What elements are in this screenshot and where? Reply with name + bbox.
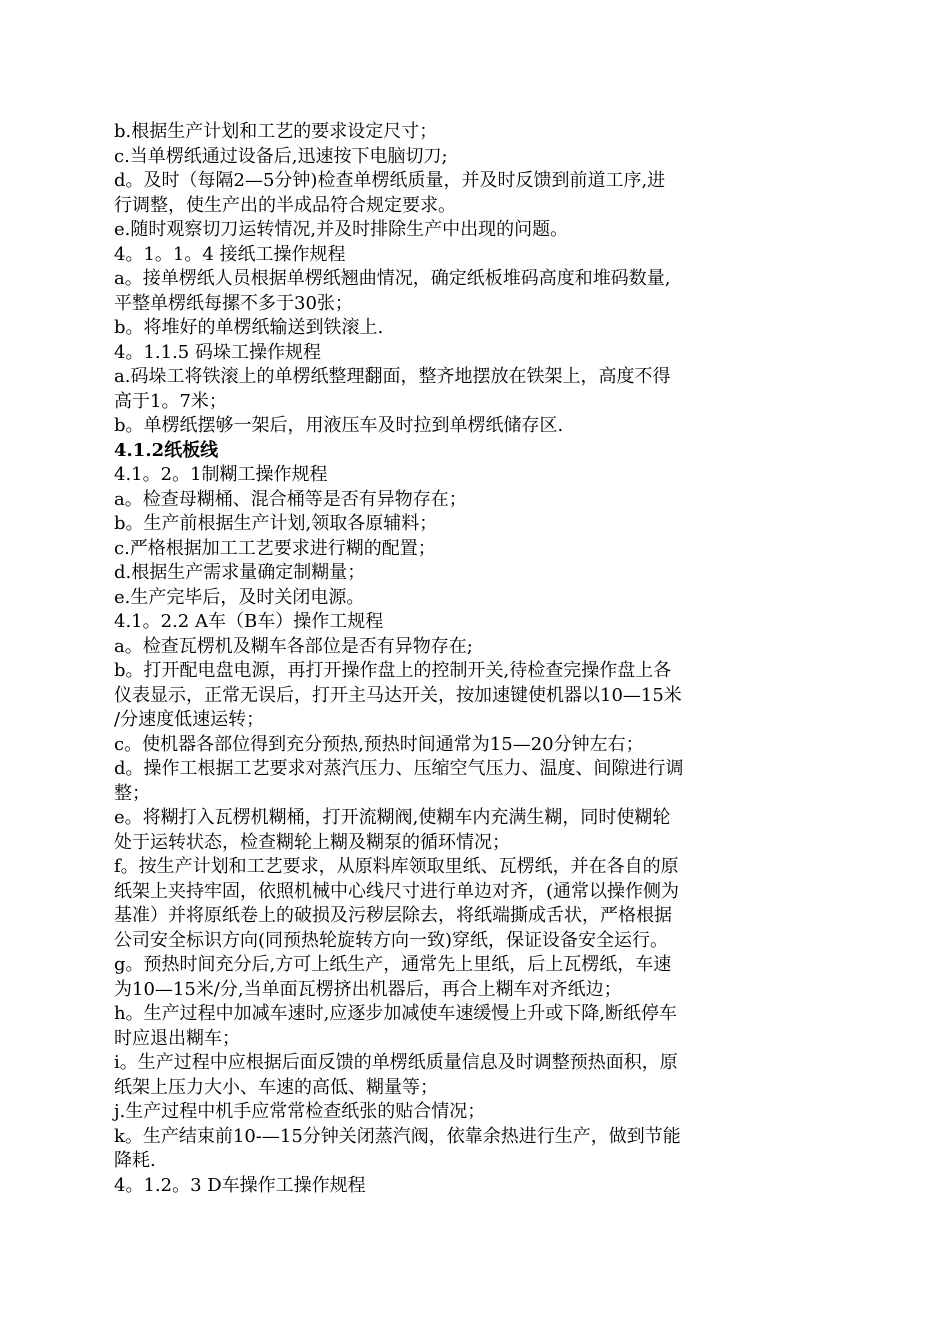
text-line: h。生产过程中加减车速时,应逐步加减使车速缓慢上升或下降,断纸停车 [114,1003,678,1024]
text-line: b。将堆好的单楞纸输送到铁滚上. [114,317,384,338]
text-line: 降耗. [114,1150,156,1171]
text-line: 仪表显示，正常无误后，打开主马达开关，按加速键使机器以10—15米 [114,684,682,706]
text-line: 4。1.2。3 D车操作工操作规程 [114,1174,366,1196]
text-line: b。单楞纸摆够一架后，用液压车及时拉到单楞纸储存区. [114,415,564,436]
text-line: 4。1。1。4 接纸工操作规程 [114,243,346,265]
text-line: a。检查母糊桶、混合桶等是否有异物存在； [114,488,467,510]
text-line: 4。1.1.5 码垛工操作规程 [114,341,321,363]
text-line: 为10—15米/分,当单面瓦楞挤出机器后，再合上糊车对齐纸边； [114,978,622,1000]
text-line: c。使机器各部位得到充分预热,预热时间通常为15—20分钟左右； [114,733,644,755]
text-line: 高于1。7米； [114,390,227,412]
text-line: 4.1。2.2 A车（B车）操作工规程 [114,611,384,632]
text-line: j.生产过程中机手应常常检查纸张的贴合情况； [114,1101,486,1122]
text-line: b.根据生产计划和工艺的要求设定尺寸； [114,121,438,142]
text-line: e.生产完毕后，及时关闭电源。 [114,586,365,608]
text-line: 平整单楞纸每摞不多于30张； [114,292,353,314]
text-line: f。按生产计划和工艺要求，从原料库领取里纸、瓦楞纸，并在各自的原 [114,856,679,877]
text-line: k。生产结束前10-—15分钟关闭蒸汽阀，依靠余热进行生产，做到节能 [114,1125,681,1147]
text-line: b。打开配电盘电源，再打开操作盘上的控制开关,待检查完操作盘上各 [114,660,672,681]
text-line: b。生产前根据生产计划,领取各原辅料； [114,513,438,534]
text-line: d。及时（每隔2—5分钟)检查单楞纸质量，并及时反馈到前道工序,进 [114,170,666,191]
section-heading: 4.1.2纸板线 [114,439,219,461]
text-line: 纸架上压力大小、车速的高低、糊量等； [114,1076,438,1098]
text-line: e.随时观察切刀运转情况,并及时排除生产中出现的问题。 [114,219,569,240]
text-line: a.码垛工将铁滚上的单楞纸整理翻面，整齐地摆放在铁架上，高度不得 [114,366,671,387]
text-line: c.严格根据加工工艺要求进行糊的配置； [114,537,436,559]
text-line: e。将糊打入瓦楞机糊桶，打开流糊阀,使糊车内充满生糊，同时使糊轮 [114,807,671,828]
text-line: 纸架上夹持牢固，依照机械中心线尺寸进行单边对齐，(通常以操作侧为 [114,880,680,902]
text-line: 4.1。2。1制糊工操作规程 [114,464,328,485]
text-line: i。生产过程中应根据后面反馈的单楞纸质量信息及时调整预热面积，原 [114,1052,678,1073]
text-line: 公司安全标识方向(同预热轮旋转方向一致)穿纸，保证设备安全运行。 [114,929,669,951]
text-line: g。预热时间充分后,方可上纸生产，通常先上里纸，后上瓦楞纸，车速 [114,954,672,975]
document-page [114,120,834,1198]
text-line: a。接单楞纸人员根据单楞纸翘曲情况，确定纸板堆码高度和堆码数量, [114,268,671,289]
text-line: 整； [114,782,150,804]
text-line: 处于运转状态，检查糊轮上糊及糊泵的循环情况； [114,831,510,853]
text-line: d。操作工根据工艺要求对蒸汽压力、压缩空气压力、温度、间隙进行调 [114,758,684,779]
text-line: c.当单楞纸通过设备后,迅速按下电脑切刀; [114,145,448,167]
text-line: d.根据生产需求量确定制糊量； [114,562,366,583]
text-line: 时应退出糊车； [114,1027,240,1049]
text-line: 基准）并将原纸卷上的破损及污秽层除去，将纸端撕成舌状，严格根据 [114,905,672,926]
text-line: a。检查瓦楞机及糊车各部位是否有异物存在; [114,635,473,657]
text-line: 行调整，使生产出的半成品符合规定要求。 [114,194,456,216]
text-line: /分速度低速运转； [114,709,265,730]
